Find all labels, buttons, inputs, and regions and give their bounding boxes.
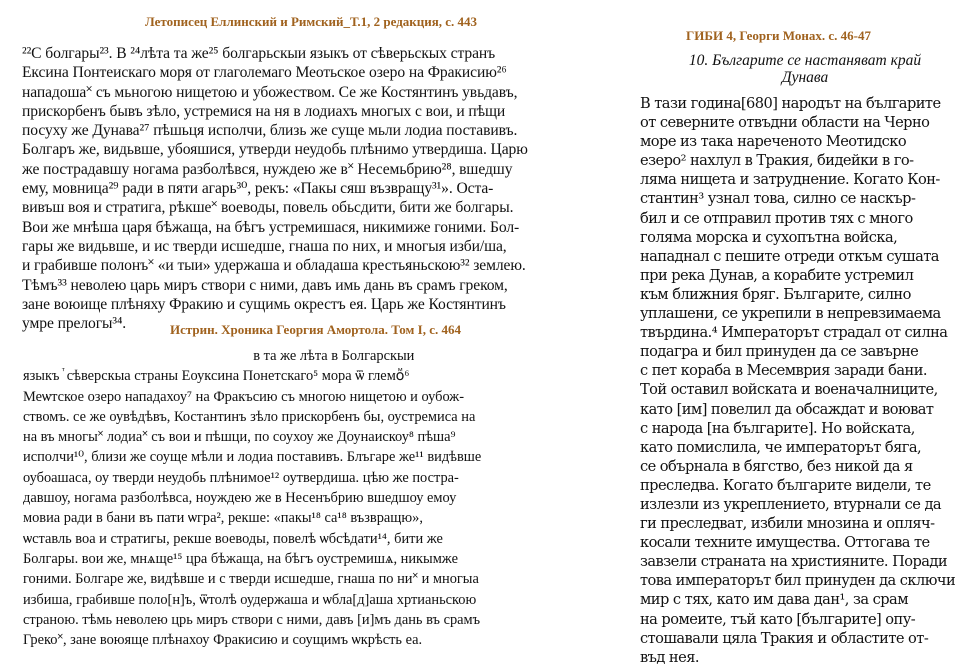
panel3-text-line: подагра и бил принуден да се завърне (640, 343, 919, 361)
panel3-text-line: преследва. Когато българите видели, те (640, 476, 931, 494)
panel1-text-line: вивъш воя и стратига, рѣкше˟ воеводы, повель обьсдити, бити же болгары. (22, 199, 514, 217)
panel1-text-line: прискорбенъ бывъ зѣло, устремися на ня в лодиахъ многых с вои, и пѣщи (22, 102, 506, 120)
panel3-text-line: от северните отвъдни области на Черно (640, 114, 930, 132)
panel2-text-line: Меѡтское озеро нападахоу⁷ на Фракъсию съ многою нищетою и оубож- (23, 388, 465, 405)
panel2-text-line: исполчи¹⁰, близи же соуще мѣли и лодиа поставивъ. Блъгаре же¹¹ видѣвше (23, 449, 482, 466)
panel2-text-line: Болгары. вои же, мнѧще¹⁵ цра бѣжаща, на бѣгъ оустремишѧ, никымже (23, 550, 458, 567)
panel1-text-line: нападоша˟ съ мьногою нищетою и убожеством. Се же Костянтинъ увьдавъ, (22, 83, 518, 101)
panel1-text-line: ему, мовница²⁹ ради в пяти агарь³⁰, рекъ: «Пакы сяш възвращу³¹». Оста- (22, 180, 494, 198)
panel2-caption: Истрин. Хроника Георгия Амортола. Том I, с. 464 (170, 322, 461, 337)
panel1-text-line: Ексина Понтеискаго моря от глаголемаго Меотьское озеро на Фракисию²⁶ (22, 64, 507, 82)
panel1-caption: Летописец Еллинский и Римский_Т.1, 2 редакция, с. 443 (145, 14, 478, 29)
panel2-text-line: Греко˟, зане воюяще плѣнахоу Фракисию и соущимъ ѡкрѣсть еа. (23, 632, 423, 649)
panel3-text-line: при река Дунав, а корабите устремил (640, 266, 914, 284)
panel1-text-line: гары же видьвше, и ис тверди исшедше, гнаша по них, и многыя изби/ша, (22, 237, 507, 255)
panel1-text-line: умре прелогы³⁴. (22, 315, 127, 333)
panel2-text-line: гоними. Болгаре же, видѣвше и с тверди исшедше, гнаша по ни˟ и многыа (23, 571, 479, 588)
panel3-text-line: на ромеите, тъй като [българите] опу- (640, 610, 916, 628)
panel2-text-line: в та же лѣта в Болгарскыи (23, 348, 415, 364)
panel3-text-line: уплашени, се укрепили в непревзимаема (640, 305, 941, 323)
panel3-text-line: с народа [на българите]. Но войската, (640, 419, 915, 437)
panel3-text-line: излезли из укреплението, втурнали се да (640, 495, 942, 513)
panel3-caption: ГИБИ 4, Георги Монах. с. 46-47 (686, 28, 871, 43)
panel3-text-line: като помислила, че императорът бяга, (640, 438, 922, 456)
panel1-text (22, 44, 612, 333)
panel1-text-line: Болгаръ же, видьвше, убояшися, утверди неудобь плѣнимо утвердиша. Царю (22, 141, 528, 159)
panel3-text-line: езеро² нахлул в Тракия, бидейки в го- (640, 152, 914, 170)
panel2-text-line: оубоашаса, оу тверди неудобь плѣнимое¹² оутвердиша. цѣю же постра- (23, 469, 459, 486)
panel3-title-line: 10. Българите се настаняват край (688, 52, 922, 69)
panel2-text-line: мовиа ради в бани въ пати ѡгра², рекше: «пакы¹⁸ са¹⁸ възвращю», (23, 510, 423, 527)
panel2-text-line: давшоу, ногама разболѣвса, ноуждею же в Несенъбрию вшедшоу емоу (23, 490, 457, 507)
panel1-text-line: ²²С болгары²³. В ²⁴лѣта та же²⁵ болгарьскыи языкъ от сѣверьскых странъ (22, 45, 496, 62)
panel3-text-line: бил и се отправил против тях с много (640, 209, 913, 227)
panel3-text-line: въд нея. (640, 648, 699, 666)
panel3-text-line: нападнал с пешите отреди откъм сушата (640, 247, 939, 265)
panel3-text-line: голяма морска и сухопътна войска, (640, 228, 898, 246)
panel3-text-line: с пет кораба в Месемврия заради бани. (640, 362, 927, 380)
panel3-text-line: В тази година[680] народът на българите (640, 95, 941, 112)
panel3-text-line: твърдина.⁴ Императорът страдал от силна (640, 324, 948, 342)
panel1-text-line: посуху же Дунава²⁷ пѣшьця исполчи, близь же суще мьли лодиа поставивъ. (22, 122, 518, 140)
panel3-text-line: се обърнала в бягство, без никой да я (640, 457, 913, 475)
panel3-text-line: това императорът бил принуден да сключи (640, 572, 956, 590)
panel1-text-line: зане воюище плѣняху Фракию и сущимь окрестъ ея. Царь же Костянтинъ (22, 295, 506, 313)
panel3-title (655, 52, 955, 86)
panel3-text-line: към ближния бряг. Българите, силно (640, 285, 911, 303)
panel3-text-line: ляма нищета и затруднение. Когато Кон- (640, 171, 940, 189)
panel3-text (640, 94, 970, 667)
panel3-title-line: Дунава (781, 69, 829, 86)
panel1-text-line: Тѣмъ³³ неволею царь миръ створи с ними, давъ имь дань въ срамъ греком, (22, 276, 508, 294)
panel3-text-line: ги преследват, избили мнозина и опляч- (640, 515, 935, 533)
panel1-text-line: и грабивше полонъ˟ «и тыи» удержаша и обладаша крестьяньскою³² землею. (22, 257, 526, 275)
panel3-text-line: море из така нареченото Меотидско (640, 133, 907, 151)
panel2-text-line: ствомъ. се же оувѣдѣвъ, Костантинъ зѣло прискорбенъ бы, оустремиса на (23, 408, 476, 425)
panel2-text-line: избиша, грабивше поло[н]ъ, ѿтолѣ оудержаша и ѡбла[д]аша хртианьскою (23, 591, 477, 608)
panel1-text-line: же пострадавшу ногама разболѣвся, нуждею же в˟ Несемьбрию²⁸, вшедшу (22, 160, 513, 178)
panel2-text-line: на въ многы˟ лодиа˟ съ вои и пѣшци, по соухоу же Доунаискоу⁸ пѣша⁹ (23, 429, 456, 446)
panel2-text-line: ѡставль воа и стратигы, рекше воеводы, повелѣ ѡбсѣдати¹⁴, бити же (23, 530, 443, 547)
panel2-text (23, 346, 613, 650)
panel3-text-line: стошавали цяла Тракия и областите от- (640, 629, 929, 647)
panel3-text-line: завзели страната на християните. Поради (640, 553, 948, 571)
panel1-text-line: Вои же мнѣша царя бѣжаща, на бѣгъ устремишася, никимиже гоними. Бол- (22, 218, 520, 236)
panel2-text-line: страною. тѣмь неволею црь миръ створи с ними, давъ [и]мъ дань въ срамъ (23, 611, 481, 628)
panel2-text-line: языкъ ⷮ сѣверскыа страны Еоуксина Понетскаго⁵ мора ѿ глемоⷨ⁶ (23, 368, 410, 385)
panel3-text-line: мир с тях, като им дава дан¹, за срам (640, 591, 908, 609)
panel3-text-line: Той оставил войската и военачалниците, (640, 381, 938, 399)
panel3-text-line: като [им] повелил да обсаждат и воюват (640, 400, 934, 418)
panel3-text-line: косали техните имущества. Оттогава те (640, 534, 930, 552)
panel3-text-line: стантин³ узнал това, силно се наскър- (640, 190, 916, 208)
